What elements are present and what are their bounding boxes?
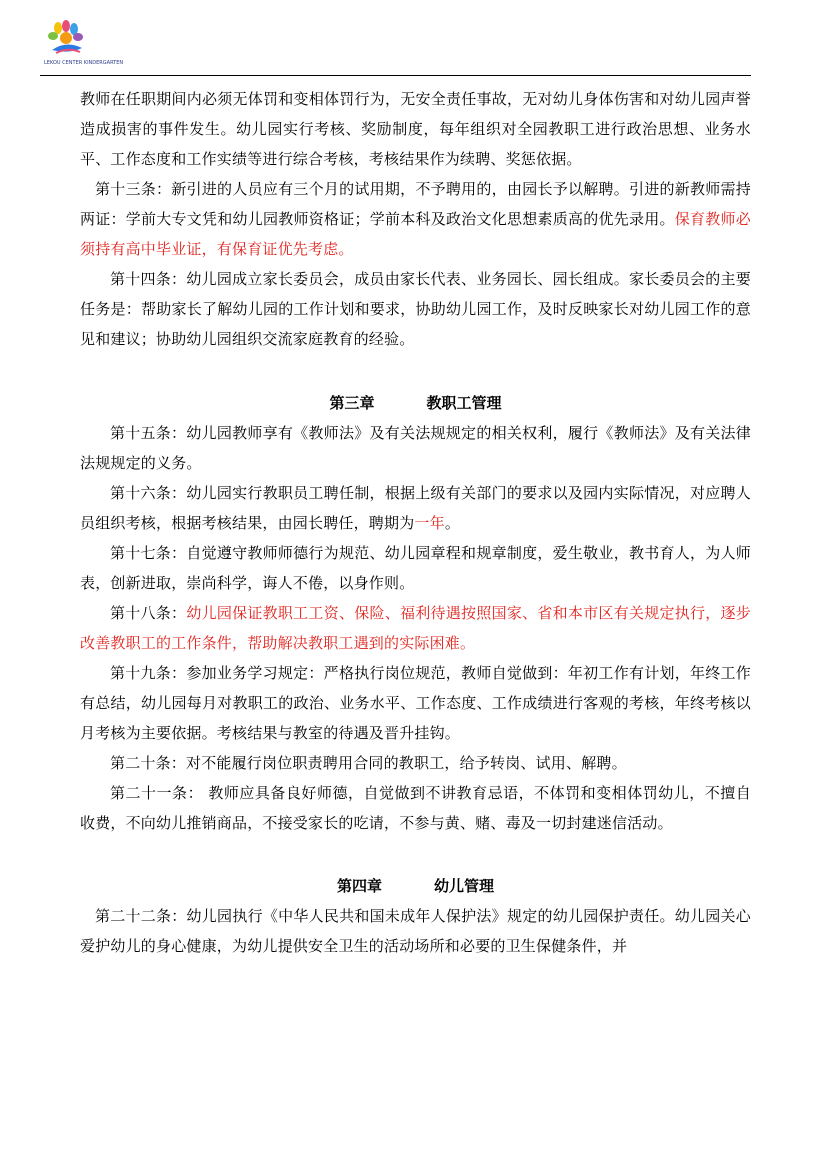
kindergarten-logo: [40, 20, 124, 70]
article-22: 第二十二条：幼儿园执行《中华人民共和国未成年人保护法》规定的幼儿园保护责任。幼儿园关心爱护幼儿的身心健康，为幼儿提供安全卫生的活动场所和必要的卫生保健条件，并: [80, 907, 751, 955]
chapter-4-title: 幼儿管理: [434, 877, 495, 895]
article-18: [80, 598, 751, 658]
article-16: [80, 478, 751, 538]
article-13: [80, 174, 751, 264]
spacer: [80, 838, 751, 871]
article-21: 第二十一条： 教师应具备良好师德，自觉做到不讲教育忌语，不体罚和变相体罚幼儿，不擅自收费，不向幼儿推销商品，不接受家长的吃请，不参与黄、赌、毒及一切封建迷信活动。: [80, 784, 751, 832]
article-16-end: 。: [444, 514, 461, 532]
spacer: [80, 354, 751, 388]
article-19: 第十九条：参加业务学习规定：严格执行岗位规范，教师自觉做到：年初工作有计划，年终工作有总结，幼儿园每月对教职工的政治、业务水平、工作态度、工作成绩进行客观的考核，年终考核以月考核为主要依据。考核结果与教室的待遇及晋升挂钩。: [80, 664, 751, 742]
article-14: 第十四条：幼儿园成立家长委员会，成员由家长代表、业务园长、园长组成。家长委员会的主要任务是：帮助家长了解幼儿园的工作计划和要求，协助幼儿园工作，及时反映家长对幼儿园工作的意见和建议；协助幼儿园组织交流家庭教育的经验。: [80, 270, 751, 348]
article-18-label: 第十八条：: [110, 604, 187, 622]
article-18-red: 幼儿园保证教职工工资、保险、福利待遇按照国家、省和本市区有关规定执行，逐步改善教职工的工作条件，帮助解决教职工遇到的实际困难。: [80, 604, 751, 652]
article-15: 第十五条：幼儿园教师享有《教师法》及有关法规规定的相关权利，履行《教师法》及有关法律法规规定的义务。: [80, 424, 751, 472]
paragraph-intro: 教师在任职期间内必须无体罚和变相体罚行为，无安全责任事故，无对幼儿身体伤害和对幼儿园声誉造成损害的事件发生。幼儿园实行考核、奖励制度，每年组织对全园教职工进行政治思想、业务水平、工作态度和工作实绩等进行综合考核，考核结果作为续聘、奖惩依据。: [80, 90, 751, 168]
article-13-text: 第十三条：新引进的人员应有三个月的试用期，不予聘用的，由园长予以解聘。引进的新教师需持两证：学前大专文凭和幼儿园教师资格证；学前本科及政治文化思想素质高的优先录用。: [80, 180, 751, 228]
chapter-3-title: 教职工管理: [426, 394, 502, 412]
article-16-text: 第十六条：幼儿园实行教职员工聘任制，根据上级有关部门的要求以及园内实际情况，对应聘人员组织考核，根据考核结果，由园长聘任，聘期为: [80, 484, 751, 532]
article-17: 第十七条：自觉遵守教师师德行为规范、幼儿园章程和规章制度，爱生敬业，教书育人，为人师表，创新进取，崇尚科学，诲人不倦，以身作则。: [80, 544, 751, 592]
article-16-red: 一年: [414, 514, 445, 532]
logo-icon: [44, 20, 92, 60]
article-13-red: 保育教师必须持有高中毕业证，有保育证优先考虑。: [80, 210, 751, 258]
chapter-4-heading: [80, 871, 751, 901]
chapter-3-heading: [80, 388, 751, 418]
chapter-3-number: 第三章: [329, 394, 375, 412]
article-20: 第二十条：对不能履行岗位职责聘用合同的教职工，给予转岗、试用、解聘。: [110, 754, 627, 772]
header-rule: [40, 75, 751, 76]
document-body: [80, 84, 751, 961]
logo-caption: LEKOU CENTER KINDERGARTEN: [44, 60, 124, 66]
chapter-4-number: 第四章: [336, 877, 382, 895]
page-header: [40, 18, 751, 76]
